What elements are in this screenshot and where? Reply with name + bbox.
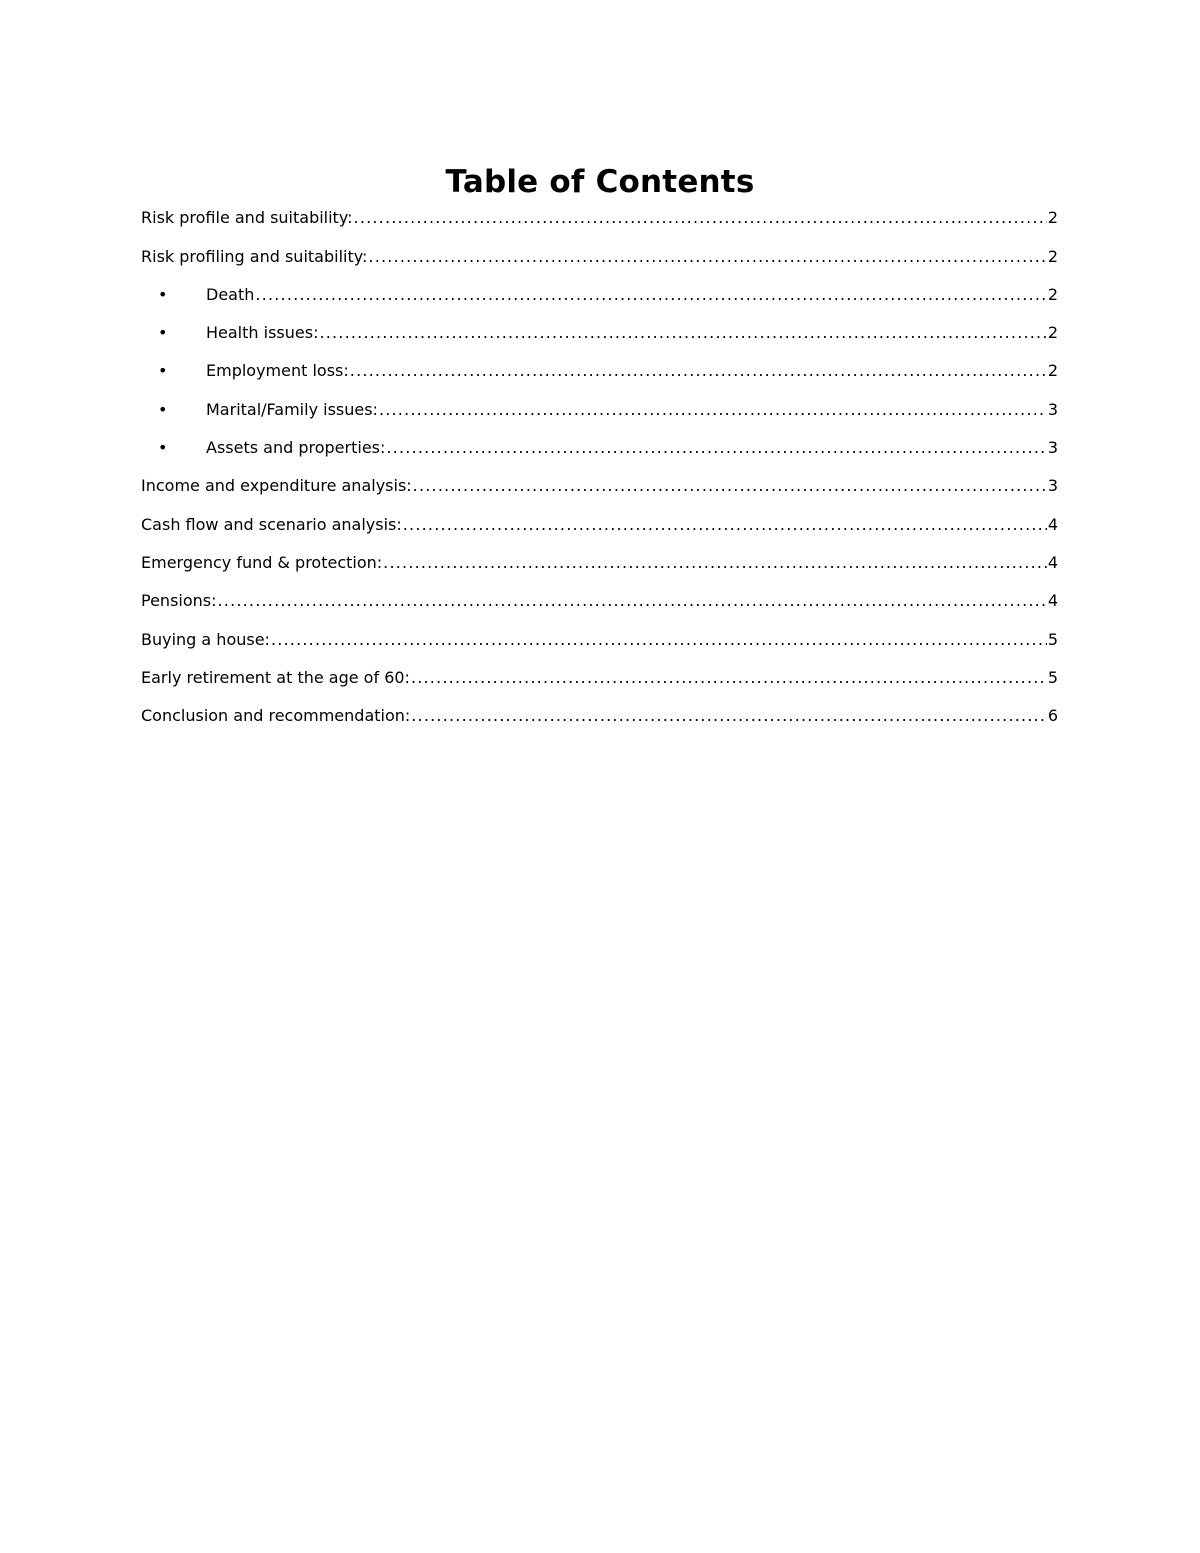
- toc-entry-text: Health issues:: [206, 323, 319, 343]
- dot-leader: [411, 659, 1047, 697]
- dot-leader: [319, 314, 1046, 352]
- dot-leader: [403, 506, 1047, 544]
- toc-entry-text: Conclusion and recommendation:: [141, 706, 411, 726]
- toc-page-number: 4: [1047, 552, 1058, 572]
- dot-leader: [271, 621, 1047, 659]
- dot-leader: [413, 467, 1047, 505]
- toc-entry-text: Emergency fund & protection:: [141, 552, 383, 572]
- dot-leader: [379, 391, 1047, 429]
- toc-page-number: 3: [1047, 476, 1058, 496]
- toc-entry-pensions[interactable]: [141, 582, 1058, 620]
- dot-leader: [411, 697, 1047, 735]
- toc-entry-employment-loss[interactable]: [141, 352, 1058, 390]
- toc-entry-assets-properties[interactable]: [141, 429, 1058, 467]
- dot-leader: [354, 199, 1047, 237]
- bullet-icon: •: [158, 438, 168, 458]
- dot-leader: [218, 582, 1047, 620]
- toc-page-number: 4: [1047, 591, 1058, 611]
- toc-page-number: 2: [1047, 208, 1058, 228]
- toc-page-number: 5: [1047, 629, 1058, 649]
- toc-entry-text: Marital/Family issues:: [206, 399, 378, 419]
- toc-entry-marital-family-issues[interactable]: [141, 390, 1058, 428]
- toc-entry-conclusion[interactable]: [141, 697, 1058, 735]
- toc-page-number: 2: [1047, 284, 1058, 304]
- toc-entry-risk-profile[interactable]: [141, 199, 1058, 237]
- toc-page-number: 2: [1047, 246, 1058, 266]
- toc-entry-cash-flow[interactable]: [141, 505, 1058, 543]
- toc-entry-text: Income and expenditure analysis:: [141, 476, 412, 496]
- toc-entry-text: Cash flow and scenario analysis:: [141, 514, 402, 534]
- toc-title: Table of Contents: [445, 164, 755, 200]
- toc-entry-buying-house[interactable]: [141, 620, 1058, 658]
- dot-leader: [386, 429, 1046, 467]
- dot-leader: [368, 238, 1046, 276]
- toc-page-number: 4: [1047, 514, 1058, 534]
- toc-entry-text: Buying a house:: [141, 629, 270, 649]
- dot-leader: [350, 352, 1047, 390]
- toc-entry-text: Employment loss:: [206, 361, 349, 381]
- toc-entry-text: Assets and properties:: [206, 438, 386, 458]
- toc-entry-text: Early retirement at the age of 60:: [141, 667, 410, 687]
- toc-page-number: 6: [1047, 706, 1058, 726]
- bullet-icon: •: [158, 399, 168, 419]
- toc-entry-text: Death: [206, 284, 255, 304]
- toc-page-number: 3: [1047, 399, 1058, 419]
- bullet-icon: •: [158, 361, 168, 381]
- toc-page-number: 2: [1047, 361, 1058, 381]
- bullet-icon: •: [158, 284, 168, 304]
- toc-entry-health-issues[interactable]: [141, 314, 1058, 352]
- dot-leader: [255, 276, 1046, 314]
- toc-page-number: 5: [1047, 667, 1058, 687]
- toc-entry-text: Risk profiling and suitability:: [141, 246, 368, 266]
- dot-leader: [383, 544, 1047, 582]
- toc-entry-death[interactable]: [141, 276, 1058, 314]
- toc-page-number: 3: [1047, 438, 1058, 458]
- toc-list: [141, 199, 1058, 735]
- toc-entry-risk-profiling[interactable]: [141, 237, 1058, 275]
- toc-entry-text: Pensions:: [141, 591, 217, 611]
- toc-entry-income-expenditure[interactable]: [141, 467, 1058, 505]
- toc-entry-emergency-fund[interactable]: [141, 544, 1058, 582]
- toc-page-number: 2: [1047, 323, 1058, 343]
- toc-entry-text: Risk profile and suitability:: [141, 208, 353, 228]
- toc-entry-early-retirement[interactable]: [141, 659, 1058, 697]
- bullet-icon: •: [158, 323, 168, 343]
